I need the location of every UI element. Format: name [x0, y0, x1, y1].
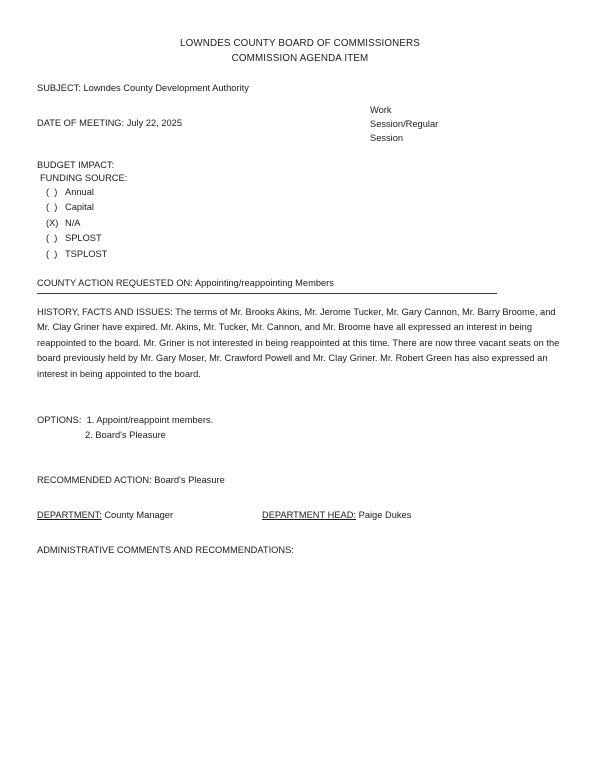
options-section [37, 413, 563, 444]
funding-option-na[interactable] [37, 216, 563, 231]
options-first-line [37, 413, 563, 429]
spacer [37, 487, 563, 509]
options-item-2: 2. Board's Pleasure [85, 430, 166, 440]
spacer [37, 444, 563, 474]
department-label: DEPARTMENT: [37, 509, 102, 520]
history-facts-issues: HISTORY, FACTS AND ISSUES: The terms of Mr. Brooks Akins, Mr. Jerome Tucker, Mr. Gary Cannon, Mr. Barry Broome, and Mr. Clay Griner have expired. Mr. Akins, Mr. Tucker, Mr. Cannon, and Mr. Broome have all expressed an interest in being reappointed to the board. Mr. Griner is not interested in being reappointed at this time. There are now three vacant seats on the board previously held by Mr. Gary Moser, Mr. Crawford Powell and Mr. Clay Griner. Mr. Robert Green has also expressed an interest in being appointed to the board. [37, 306, 560, 379]
department-head-value: Paige Dukes [358, 509, 412, 520]
checkbox-na[interactable]: (X) [46, 217, 59, 228]
funding-option-na-label: N/A [65, 217, 81, 228]
administrative-comments-label: ADMINISTRATIVE COMMENTS AND RECOMMENDATIONS: [37, 544, 294, 555]
session-line-3: Session [370, 133, 404, 143]
county-action-requested: COUNTY ACTION REQUESTED ON: Appointing/reappointing Members [37, 277, 497, 294]
funding-option-capital-label: Capital [65, 202, 94, 213]
document-header [0, 36, 600, 66]
department-head-field [262, 509, 411, 522]
department-head-label: DEPARTMENT HEAD: [262, 509, 357, 520]
document-body [37, 82, 563, 557]
recommended-action: RECOMMENDED ACTION: Board's Pleasure [37, 474, 225, 485]
budget-impact-label: BUDGET IMPACT: [37, 160, 115, 170]
session-type [370, 103, 480, 145]
spacer [37, 294, 563, 305]
department-value: County Manager [104, 509, 174, 520]
checkbox-annual[interactable]: ( ) [46, 187, 58, 197]
funding-option-tsplost[interactable] [37, 247, 563, 262]
funding-option-tsplost-label: TSPLOST [65, 248, 108, 259]
spacer [37, 95, 563, 117]
funding-option-capital[interactable] [37, 200, 563, 215]
funding-option-annual[interactable] [37, 185, 563, 200]
checkbox-capital[interactable]: ( ) [46, 202, 58, 213]
session-line-2: Session/Regular [370, 119, 439, 129]
header-line-2: COMMISSION AGENDA ITEM [231, 53, 369, 64]
meeting-date-line: DATE OF MEETING: July 22, 2025 [37, 118, 183, 128]
funding-source-label: FUNDING SOURCE: [40, 173, 128, 183]
options-label: OPTIONS: [37, 414, 82, 425]
department-row [37, 509, 563, 522]
checkbox-tsplost[interactable]: ( ) [46, 248, 58, 259]
spacer [37, 262, 563, 277]
funding-option-splost[interactable] [37, 231, 563, 246]
meeting-row [37, 105, 563, 159]
checkbox-splost[interactable]: ( ) [46, 233, 58, 244]
funding-option-annual-label: Annual [65, 187, 94, 197]
subject-line: SUBJECT: Lowndes County Development Authority [37, 83, 249, 93]
session-line-1: Work [370, 105, 392, 115]
spacer [37, 522, 563, 544]
header-line-1: LOWNDES COUNTY BOARD OF COMMISSIONERS [180, 38, 420, 49]
options-item-1: 1. Appoint/reappoint members. [86, 414, 214, 425]
funding-option-splost-label: SPLOST [65, 233, 102, 244]
spacer [37, 383, 563, 413]
